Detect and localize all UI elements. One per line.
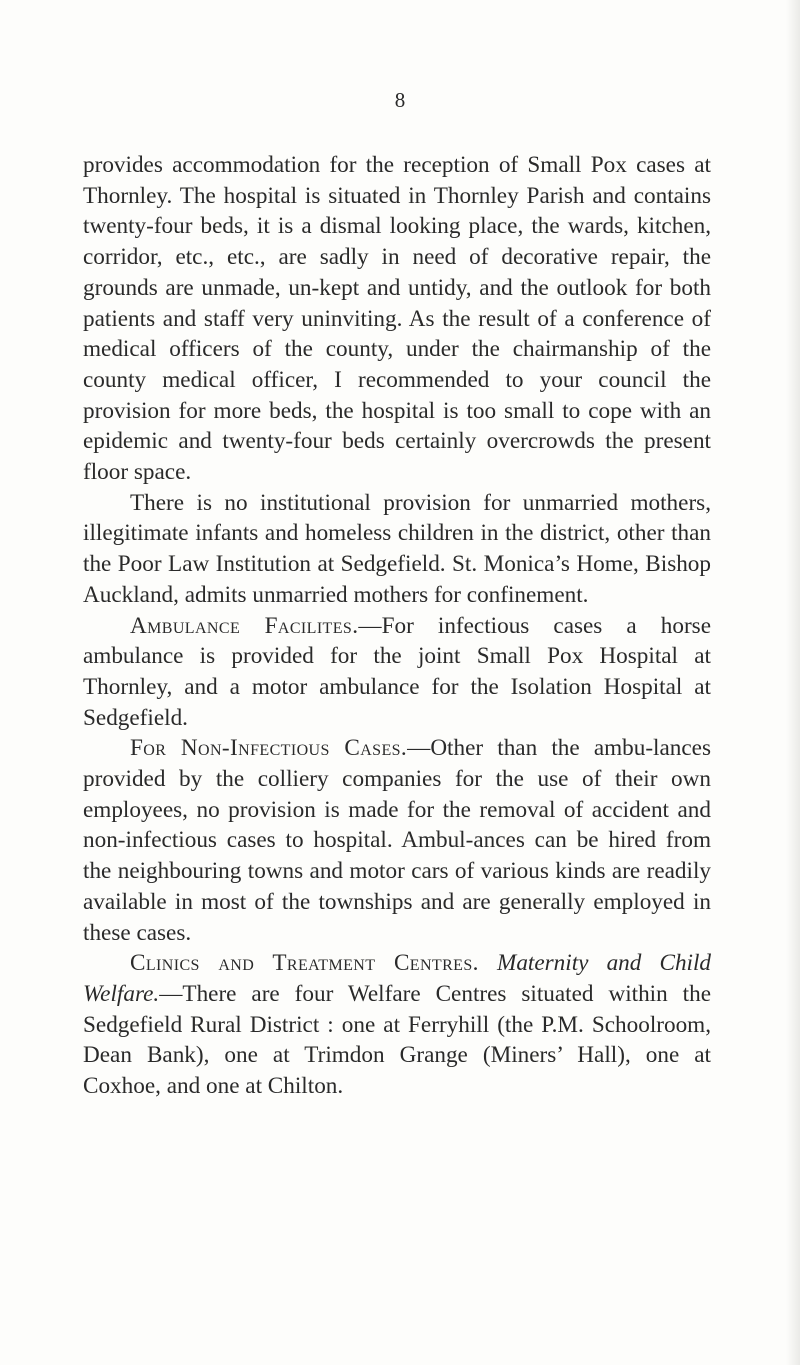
paragraph-non-infectious-text: —Other than the ambu-lances provided by the colliery companies for the use of their own employees, no provision is made for the removal of accident and non-infectious cases to hospital. Ambul-ances can be hired from the neighbouring towns and motor cars of various kinds are readily available in most of the townships and are generally employed in these cases. [83,735,711,946]
paragraph-institutional-provision: There is no institutional provision for unmarried mothers, illegitimate infants and homeless children in the district, other than the Poor Law Institution at Sedgefield. St. Monica’s Home, Bishop Auckland, admits unmarried mothers for confinement. [83,489,711,608]
page-number: 8 [394,88,406,112]
paragraph-non-infectious-cases [83,733,711,948]
paragraph-smallpox-hospital: provides accommodation for the reception of Small Pox cases at Thornley. The hospital is situated in Thornley Parish and contains twenty-four beds, it is a dismal looking place, the wards, kitchen, corridor, etc., etc., are sadly in need of decorative repair, the grounds are unmade, un-kept and untidy, and the outlook for both patients and staff very uninviting. As the result of a conference of medical officers of the county, under the chairmanship of the county medical officer, I recommended to your council the provision for more beds, the hospital is too small to cope with an epidemic and twenty-four beds certainly overcrowds the present floor space. [83,152,711,486]
body-text [83,150,711,1102]
paragraph-clinics-text: —There are four Welfare Centres situated within the Sedgefield Rural District : one at Ferryhill (the P.M. Schoolroom, Dean Bank), one at Trimdon Grange (Miners’ Hall), one at Coxhoe, and one at Chilton. [83,980,711,1100]
paragraph-ambulance-text: —For infectious cases a horse ambulance is provided for the joint Small Pox Hospital at Thornley, and a motor ambulance for the Isolation Hospital at Sedgefield. [83,612,711,731]
paragraph-clinics [83,948,711,1102]
section-heading-non-infectious: For Non-Infectious Cases. [130,735,408,762]
page-edge-shadow [786,0,800,1365]
section-heading-clinics: Clinics and Treatment Centres. [130,950,479,977]
section-heading-ambulance: Ambulance Facilites. [130,612,359,639]
paragraph-ambulance-facilities [83,611,711,734]
subheading-maternity: Maternity and Child Welfare. [83,950,712,1007]
